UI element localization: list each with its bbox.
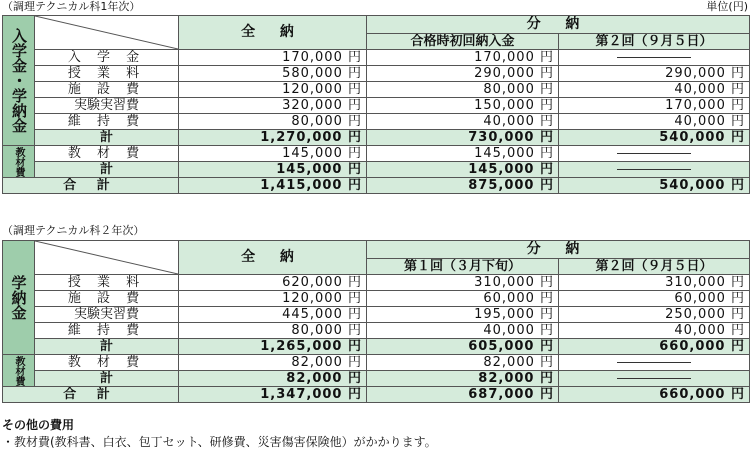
row-second: 310,000 円	[559, 275, 750, 291]
subtotal-label: 計	[35, 371, 179, 387]
row-total: 120,000 円	[179, 82, 367, 98]
subtotal-first: 730,000 円	[367, 130, 559, 146]
side-label-gakunoukin: 学納金	[3, 241, 35, 355]
subtotal-label: 計	[35, 162, 179, 178]
row-name: 維 持 費	[35, 323, 179, 339]
table-row	[3, 291, 750, 307]
row-total: 120,000 円	[179, 291, 367, 307]
row-total: 320,000 円	[179, 98, 367, 114]
subtotal-row	[3, 130, 750, 146]
table1-caption: （調理テクニカル科1年次）	[2, 0, 141, 13]
row-name: 教 材 費	[35, 146, 179, 162]
header-col2: 第２回（９月５日）	[559, 259, 750, 275]
row-first: 310,000 円	[367, 275, 559, 291]
dash-line	[617, 378, 691, 379]
header-diagonal	[35, 16, 179, 50]
grand-total-first: 875,000 円	[367, 178, 559, 194]
row-total: 145,000 円	[179, 146, 367, 162]
grand-total-row	[3, 387, 750, 403]
row-name: 実験実習費	[35, 307, 179, 323]
row-first: 150,000 円	[367, 98, 559, 114]
header-bun-nou: 分 納	[367, 241, 750, 259]
header-col2: 第２回（９月５日）	[559, 34, 750, 50]
table-row	[3, 355, 750, 371]
row-total: 620,000 円	[179, 275, 367, 291]
row-second: 170,000 円	[559, 98, 750, 114]
diagonal-line	[35, 16, 178, 49]
dash-line	[617, 362, 691, 363]
subtotal-first: 605,000 円	[367, 339, 559, 355]
row-first: 80,000 円	[367, 82, 559, 98]
grand-total-first: 687,000 円	[367, 387, 559, 403]
subtotal-second-empty	[559, 371, 750, 387]
row-total: 580,000 円	[179, 66, 367, 82]
grand-total-label: 合 計	[3, 387, 179, 403]
row-first: 145,000 円	[367, 146, 559, 162]
row-total: 80,000 円	[179, 323, 367, 339]
grand-total-label: 合 計	[3, 178, 179, 194]
row-second: 60,000 円	[559, 291, 750, 307]
row-name: 施 設 費	[35, 291, 179, 307]
subtotal-second: 660,000 円	[559, 339, 750, 355]
side-label-gakunoukin: 入学金・学納金	[3, 16, 35, 146]
grand-total-second: 540,000 円	[559, 178, 750, 194]
subtotal-second: 540,000 円	[559, 130, 750, 146]
table2-caption: （調理テクニカル科２年次）	[2, 224, 145, 237]
fee-table-year2	[2, 240, 750, 403]
row-total: 82,000 円	[179, 355, 367, 371]
table-row	[3, 275, 750, 291]
subtotal-label: 計	[35, 339, 179, 355]
subtotal-row	[3, 371, 750, 387]
row-name: 実験実習費	[35, 98, 179, 114]
dash-line	[617, 57, 691, 58]
row-first: 195,000 円	[367, 307, 559, 323]
table-row	[3, 98, 750, 114]
subtotal-label: 計	[35, 130, 179, 146]
table-row	[3, 323, 750, 339]
row-second-empty	[559, 146, 750, 162]
side-label-kyozaihi: 教材費	[3, 355, 35, 387]
dash-line	[617, 153, 691, 154]
unit-label: 単位(円)	[706, 0, 748, 13]
table-row	[3, 66, 750, 82]
notes-body: ・教材費(教科書、白衣、包丁セット、研修費、災害傷害保険他）がかかります。	[2, 435, 437, 449]
grand-total-total: 1,415,000 円	[179, 178, 367, 194]
row-second: 40,000 円	[559, 114, 750, 130]
subtotal-first: 82,000 円	[367, 371, 559, 387]
notes-title: その他の費用	[2, 418, 75, 432]
side-label-kyozaihi: 教材費	[3, 146, 35, 178]
row-first: 40,000 円	[367, 323, 559, 339]
header-col1: 第１回（３月下旬）	[367, 259, 559, 275]
subtotal-first: 145,000 円	[367, 162, 559, 178]
header-zen-nou: 全 納	[179, 16, 367, 50]
row-first: 170,000 円	[367, 50, 559, 66]
row-total: 170,000 円	[179, 50, 367, 66]
row-second: 40,000 円	[559, 82, 750, 98]
row-first: 60,000 円	[367, 291, 559, 307]
dash-line	[617, 169, 691, 170]
table-row	[3, 82, 750, 98]
grand-total-second: 660,000 円	[559, 387, 750, 403]
row-first: 82,000 円	[367, 355, 559, 371]
header-diagonal	[35, 241, 179, 275]
subtotal-total: 82,000 円	[179, 371, 367, 387]
subtotal-row	[3, 339, 750, 355]
grand-total-row	[3, 178, 750, 194]
row-name: 施 設 費	[35, 82, 179, 98]
row-name: 入 学 金	[35, 50, 179, 66]
subtotal-total: 145,000 円	[179, 162, 367, 178]
header-bun-nou: 分 納	[367, 16, 750, 34]
row-second: 40,000 円	[559, 323, 750, 339]
row-name: 教 材 費	[35, 355, 179, 371]
row-name: 授 業 料	[35, 275, 179, 291]
row-first: 40,000 円	[367, 114, 559, 130]
row-first: 290,000 円	[367, 66, 559, 82]
table-row	[3, 146, 750, 162]
row-second: 290,000 円	[559, 66, 750, 82]
subtotal-second-empty	[559, 162, 750, 178]
row-second-empty	[559, 355, 750, 371]
subtotal-total: 1,270,000 円	[179, 130, 367, 146]
table-row	[3, 307, 750, 323]
diagonal-line	[35, 241, 178, 274]
row-name: 維 持 費	[35, 114, 179, 130]
grand-total-total: 1,347,000 円	[179, 387, 367, 403]
subtotal-total: 1,265,000 円	[179, 339, 367, 355]
row-total: 445,000 円	[179, 307, 367, 323]
row-total: 80,000 円	[179, 114, 367, 130]
table-row	[3, 50, 750, 66]
row-second: 250,000 円	[559, 307, 750, 323]
subtotal-row	[3, 162, 750, 178]
table-row	[3, 114, 750, 130]
fee-table-year1	[2, 15, 750, 194]
header-col1: 合格時初回納入金	[367, 34, 559, 50]
row-second-empty	[559, 50, 750, 66]
row-name: 授 業 料	[35, 66, 179, 82]
header-zen-nou: 全 納	[179, 241, 367, 275]
